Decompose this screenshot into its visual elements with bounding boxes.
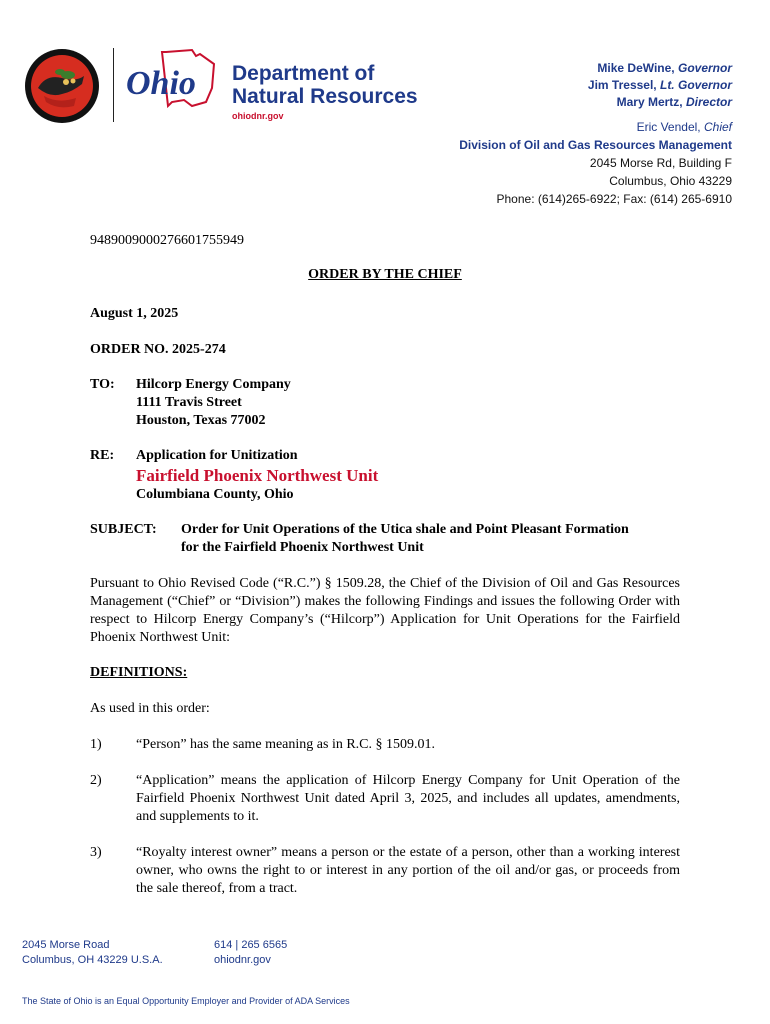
addressee-company: Hilcorp Energy Company bbox=[136, 377, 291, 392]
header-divider bbox=[113, 48, 114, 122]
definition-item bbox=[90, 772, 680, 826]
re-block bbox=[90, 447, 680, 504]
re-label: RE: bbox=[90, 448, 115, 463]
division-address-line1: 2045 Morse Rd, Building F bbox=[589, 156, 732, 170]
official-title: Director bbox=[685, 95, 732, 109]
order-date: August 1, 2025 bbox=[90, 306, 179, 321]
department-url[interactable]: ohiodnr.gov bbox=[232, 111, 284, 121]
chief-title: Chief bbox=[703, 120, 732, 134]
tracking-number: 9489009000276601755949 bbox=[90, 233, 244, 248]
definition-number: 3) bbox=[90, 845, 102, 860]
official-director bbox=[588, 94, 732, 111]
chief-name: Eric Vendel, bbox=[636, 120, 701, 134]
subject-line1: Order for Unit Operations of the Utica shale and Point Pleasant Formation bbox=[181, 522, 629, 537]
definition-text: “Person” has the same meaning as in R.C. § 1509.01. bbox=[136, 737, 436, 752]
official-title: Governor bbox=[677, 61, 732, 75]
addressee-block bbox=[90, 376, 680, 430]
document-title: ORDER BY THE CHIEF bbox=[308, 267, 462, 282]
subject-label: SUBJECT: bbox=[90, 522, 157, 537]
odnr-seal-logo bbox=[24, 48, 100, 124]
official-governor bbox=[588, 60, 732, 77]
chief-line bbox=[459, 118, 732, 136]
footer-contact bbox=[214, 938, 287, 968]
re-application: Application for Unitization bbox=[136, 448, 298, 463]
footer-address-line1: 2045 Morse Road bbox=[22, 939, 110, 951]
division-name: Division of Oil and Gas Resources Management bbox=[459, 138, 732, 152]
re-unit-name: Fairfield Phoenix Northwest Unit bbox=[136, 466, 379, 485]
footer-address bbox=[22, 938, 163, 968]
definition-number: 2) bbox=[90, 773, 102, 788]
subject-line2: for the Fairfield Phoenix Northwest Unit bbox=[181, 540, 424, 555]
definitions-heading: DEFINITIONS: bbox=[90, 665, 188, 680]
department-name-line1: Department of bbox=[232, 62, 375, 85]
official-name: Mary Mertz, bbox=[616, 95, 683, 109]
addressee-street: 1111 Travis Street bbox=[136, 395, 242, 410]
re-county: Columbiana County, Ohio bbox=[136, 487, 294, 502]
division-address-line2: Columbus, Ohio 43229 bbox=[609, 174, 732, 188]
subject-lines bbox=[181, 521, 629, 557]
definition-text: “Royalty interest owner” means a person or the estate of a person, other than a working interest owner, who owns the right to or interest in any portion of the oil and/or gas, or proceeds from the sale thereof, from a tract. bbox=[136, 845, 680, 896]
footer-address-line2: Columbus, OH 43229 U.S.A. bbox=[22, 954, 163, 966]
order-number: ORDER NO. 2025-274 bbox=[90, 342, 226, 357]
subject-block bbox=[90, 521, 680, 557]
division-contact-block bbox=[459, 118, 732, 208]
department-name-line2: Natural Resources bbox=[232, 85, 418, 108]
footer-phone: 614 | 265 6565 bbox=[214, 939, 288, 951]
official-title: Lt. Governor bbox=[659, 78, 732, 92]
division-phone-fax: Phone: (614)265-6922; Fax: (614) 265-6910 bbox=[496, 192, 732, 206]
footer-website[interactable]: ohiodnr.gov bbox=[214, 954, 271, 966]
official-lt-governor bbox=[588, 77, 732, 94]
ohio-state-logo bbox=[122, 48, 222, 110]
re-lines bbox=[136, 447, 378, 504]
addressee-lines bbox=[136, 376, 291, 430]
officials-list bbox=[588, 60, 732, 111]
addressee-city: Houston, Texas 77002 bbox=[136, 413, 266, 428]
definition-item bbox=[90, 844, 680, 898]
ohio-wordmark: Ohio bbox=[126, 65, 196, 102]
definition-item bbox=[90, 736, 680, 754]
footer-eo-statement: The State of Ohio is an Equal Opportunity Employer and Provider of ADA Services bbox=[22, 996, 350, 1006]
definition-number: 1) bbox=[90, 737, 102, 752]
intro-paragraph: Pursuant to Ohio Revised Code (“R.C.”) § 1509.28, the Chief of the Division of Oil and Gas Resources Management (“Chief” or “Division”) makes the following Findings and issues the following Order with respect to Hilcorp Energy Company’s (“Hilcorp”) Application for Unit Operations for the Fairfield Phoenix Northwest Unit: bbox=[90, 576, 680, 645]
department-name bbox=[232, 62, 418, 108]
official-name: Mike DeWine, bbox=[597, 61, 675, 75]
definitions-intro: As used in this order: bbox=[90, 701, 210, 716]
official-name: Jim Tressel, bbox=[587, 78, 657, 92]
definition-text: “Application” means the application of Hilcorp Energy Company for Unit Operation of the Fairfield Phoenix Northwest Unit dated April 3, 2025, and includes all updates, amendments, and supplements to it. bbox=[136, 773, 680, 824]
to-label: TO: bbox=[90, 377, 115, 392]
